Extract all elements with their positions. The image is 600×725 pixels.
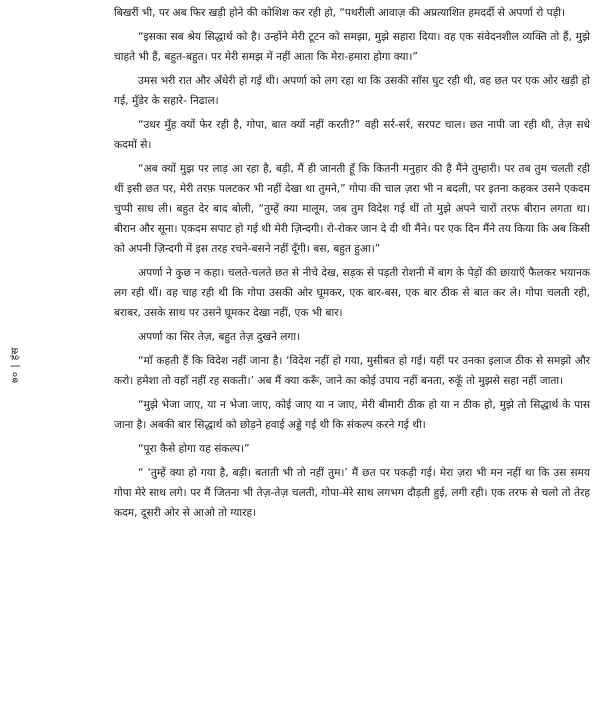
paragraph: अपर्णा का सिर तेज़, बहुत तेज़ दुखने लगा। bbox=[138, 331, 301, 343]
paragraph: अपर्णा ने कुछ न कहा। चलते-चलते छत से नीचे देख, सड़क से पड़ती रोशनी में बाग के पेड़ों की छायाएँ फैलकर भयानक लग रही थीं। वह चाह रही थी कि गोपा उसकी ओर घूमकर, एक बार-बस, एक बार ठीक से बात कर ले। गोपा चलती रही, बराबर, उसके साथ पर उसने घूमकर देखा नहीं, एक भी बार। bbox=[114, 267, 590, 319]
paragraph: “माँ कहती हैं कि विदेश नहीं जाना है। ‘विदेश नहीं हो गया, मुसीबत हो गई। यहीं पर उनका इलाज ठीक से समझो और करो। हमेशा तो वहाँ नहीं रह सकती।’ अब मैं क्या करूँ, जाने का कोई उपाय नहीं बनता, रुकूँ तो मुझसे सहा नहीं जाता। bbox=[114, 355, 590, 387]
paragraph: “मुझे भेजा जाए, या न भेजा जाए, कोई जाए या न जाए, मेरी बीमारी ठीक हो या न ठीक हो, मुझे तो सिद्धार्थ के पास जाना है। अबकी बार सिद्धार्थ को छोड़ने हवाई अड्डे गई थी कि संकल्प करने गई थी। bbox=[114, 399, 590, 431]
page-number-margin bbox=[6, 340, 22, 390]
paragraph: “उधर मुँह क्यों फेर रही है, गोपा, बात क्यों नहीं करती?” वही सर्र-सर्र, सरपट चाल। छत नापी जा रही थी, तेज़ सधे कदमों से। bbox=[114, 119, 590, 151]
paragraph: “अब क्यों मुझ पर लाड़ आ रहा है, बड़ी, मैं ही जानती हूँ कि कितनी मनुहार की है मैंने तुम्हारी। पर तब तुम चलती रही थीं इसी छत पर, मेरी तरफ़ पलटकर भी नहीं देखा था तुमने,” गोपा की चाल ज़रा भी न बदली, पर इतना कहकर उसने एकदम चुप्पी साध ली। बहुत देर बाद बोली, “तुम्हें क्या मालूम, जब तुम विदेश गई थीं तो मुझे अपने चारों तरफ बीरान लगता था। बीरान और सूना। एकदम सपाट हो गई थी मेरी ज़िन्दगी। रो-रोकर जान दे दी थी मैंने। पर एक दिन मैंने तय किया कि अब किसी को अपनी ज़िन्दगी में इस तरह रचने-बसने नहीं दूँगी। बस, बहुत हुआ।” bbox=[114, 163, 590, 255]
paragraph: उमस भरी रात और अँधेरी हो गई थी। अपर्णा को लग रहा था कि उसकी साँस घुट रही थी, वह छत पर एक ओर खड़ी हो गई, मुँडेर के सहारे- निढाल। bbox=[114, 75, 590, 107]
paragraph: बिखरीं भी, पर अब फिर खड़ी होने की कोशिश कर रही हो, “पथरीली आवाज़ की अप्रत्याशित हमदर्दी से अपर्णा रो पड़ी। bbox=[114, 7, 566, 19]
paragraph: “ ‘तुम्हें क्या हो गया है, बड़ी। बताती भी तो नहीं तुम।’ मैं छत पर पकड़ी गई। मेरा ज़रा भी मन नहीं था कि उस समय गोपा मेरे साथ लगे। पर मैं जितना भी तेज़-तेज़ चलती, गोपा-मेरे साथ लगभग दौड़ती हुई, लगी रही। एक तरफ से चलो तो तेरह कदम, दूसरी ओर से आओ तो ग्यारह। bbox=[114, 467, 590, 519]
article-body bbox=[114, 3, 590, 527]
paragraph: “पूरा कैसे होगा यह संकल्प।” bbox=[138, 443, 250, 455]
paragraph: “इसका सब श्रेय सिद्धार्थ को है। उन्होंने मेरी टूटन को समझा, मुझे सहारा दिया। वह एक संवेदनशील व्यक्ति तो हैं, मुझे चाहते भी हैं, बहुत-बहुत। पर मेरी समझ में नहीं आता कि मेरा-हमारा होगा क्या।” bbox=[114, 31, 590, 63]
page-number-label: ७० | हंस bbox=[10, 347, 22, 383]
